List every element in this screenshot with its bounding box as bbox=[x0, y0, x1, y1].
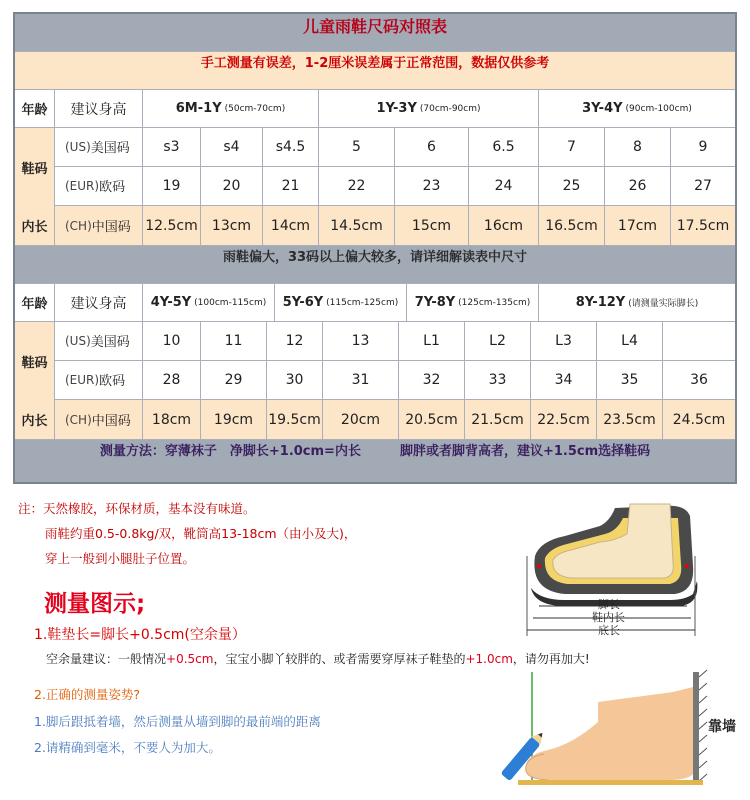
measure-method-text: 测量方法：穿薄袜子 净脚长+1.0cm=内长 脚胖或者脚背高者，建议+1.5cm选择鞋码 bbox=[99, 444, 651, 459]
size-value-cell: 18cm bbox=[143, 400, 201, 439]
size-value-cell: 10 bbox=[143, 322, 201, 360]
us-prefix: (US) bbox=[65, 333, 91, 348]
chart-title-text: 儿童雨鞋尺码对照表 bbox=[302, 17, 447, 36]
age-group bbox=[143, 284, 275, 321]
eur-text: 欧码 bbox=[99, 180, 126, 196]
size-value-cell: 17cm bbox=[605, 206, 671, 245]
age-group bbox=[275, 284, 407, 321]
ch-prefix: (CH) bbox=[65, 412, 92, 427]
size-value-cell: 12.5cm bbox=[143, 206, 201, 245]
height-range: (100cm-115cm) bbox=[194, 297, 267, 308]
note-height: 穿上一般到小腿肚子位置。 bbox=[45, 551, 196, 566]
age-range: 4Y-5Y bbox=[150, 295, 192, 310]
eur-size-row bbox=[55, 361, 735, 400]
height-range: (125cm-135cm) bbox=[458, 297, 531, 308]
shoe-size-block-1 bbox=[15, 128, 735, 206]
size-value-cell: L4 bbox=[597, 322, 663, 360]
size-value-cell: 6 bbox=[395, 128, 469, 166]
advice-part: ，请勿再加大! bbox=[512, 652, 590, 666]
chart-title bbox=[15, 14, 735, 52]
size-value-cell: 7 bbox=[539, 128, 605, 166]
size-value-cell: 27 bbox=[694, 177, 712, 194]
size-value-cell: 32 bbox=[399, 361, 465, 400]
size-value-cell: s4 bbox=[201, 128, 263, 166]
us-size-row bbox=[55, 322, 735, 361]
size-value-cell: 16cm bbox=[469, 206, 539, 245]
measure-step-2: 2.请精确到毫米，不要人为加大。 bbox=[34, 740, 221, 755]
height-range: (115cm-125cm) bbox=[326, 297, 399, 308]
size-value-cell: 17.5cm bbox=[676, 217, 730, 234]
size-value-cell: 19 bbox=[143, 167, 201, 206]
shoe-size-rows bbox=[55, 128, 735, 205]
size-value-cell: 15cm bbox=[395, 206, 469, 245]
age-label: 年龄 bbox=[15, 284, 55, 321]
size-value-cell: 5 bbox=[319, 128, 395, 166]
size-value-cell: L2 bbox=[465, 322, 531, 360]
shoe-label: 鞋码 bbox=[15, 128, 55, 206]
inner-length-label: 鞋内长 bbox=[592, 611, 625, 624]
size-chart-table bbox=[13, 12, 737, 484]
eur-prefix: (EUR) bbox=[65, 178, 100, 193]
size-value-cell bbox=[663, 322, 735, 360]
size-value-cell: L3 bbox=[531, 322, 597, 360]
advice-part: 空余量建议：一般情况 bbox=[46, 652, 167, 666]
size-value-cell: s4.5 bbox=[263, 128, 319, 166]
age-label: 年龄 bbox=[15, 90, 55, 127]
us-label bbox=[55, 128, 143, 166]
inner-length-row-2 bbox=[15, 400, 735, 440]
us-prefix: (US) bbox=[65, 139, 91, 154]
size-value-cell: 6.5 bbox=[469, 128, 539, 166]
advice-highlight: +1.0cm bbox=[465, 652, 513, 666]
ch-values bbox=[143, 400, 735, 439]
size-value-cell: L1 bbox=[399, 322, 465, 360]
age-group bbox=[539, 90, 735, 127]
size-value-cell: 9 bbox=[698, 138, 708, 155]
notice-text-2: 雨鞋偏大，33码以上偏大较多，请详细解读表中尺寸 bbox=[222, 250, 528, 265]
eur-label bbox=[55, 167, 143, 206]
inner-length-row-1 bbox=[15, 206, 735, 246]
age-range: 5Y-6Y bbox=[282, 295, 324, 310]
ch-text: 中国码 bbox=[91, 414, 131, 429]
size-value-cell: 13 bbox=[323, 322, 399, 360]
size-value-cell: 23 bbox=[395, 167, 469, 206]
height-range: (70cm-90cm) bbox=[419, 103, 481, 114]
size-value-cell: 33 bbox=[465, 361, 531, 400]
size-value-cell: 35 bbox=[597, 361, 663, 400]
age-group bbox=[539, 284, 735, 321]
size-value-cell: 13cm bbox=[201, 206, 263, 245]
wall-label: 靠墙 bbox=[708, 719, 736, 735]
ch-values bbox=[143, 206, 735, 245]
eur-prefix: (EUR) bbox=[65, 372, 100, 387]
size-value-cell: 29 bbox=[201, 361, 267, 400]
size-value-cell: 14.5cm bbox=[319, 206, 395, 245]
size-value-cell: 34 bbox=[531, 361, 597, 400]
shoe-size-rows bbox=[55, 322, 735, 399]
eur-size-row bbox=[55, 167, 735, 206]
insole-length-rule: 1.鞋垫长=脚长+0.5cm(空余量） bbox=[34, 627, 246, 643]
height-label: 建议身高 bbox=[55, 90, 143, 127]
size-value-cell: 16.5cm bbox=[539, 206, 605, 245]
size-value-cell: 21 bbox=[263, 167, 319, 206]
measure-method-row bbox=[15, 440, 735, 482]
size-value-cell: 21.5cm bbox=[465, 400, 531, 439]
sole-length-label: 底长 bbox=[598, 624, 620, 637]
age-group bbox=[319, 90, 539, 127]
size-value-cell: 12 bbox=[267, 322, 323, 360]
size-value-cell: 31 bbox=[323, 361, 399, 400]
us-size-row bbox=[55, 128, 735, 167]
eur-values bbox=[143, 361, 735, 400]
size-value-cell: 19cm bbox=[201, 400, 267, 439]
height-range: (50cm-70cm) bbox=[224, 103, 286, 114]
size-value-cell: 20.5cm bbox=[399, 400, 465, 439]
notice-text-1: 手工测量有误差，1-2厘米误差属于正常范围，数据仅供参考 bbox=[200, 56, 550, 71]
size-value-cell: 14cm bbox=[263, 206, 319, 245]
age-row-1 bbox=[15, 90, 735, 128]
size-value-cell: 22 bbox=[319, 167, 395, 206]
us-text: 美国码 bbox=[90, 335, 130, 351]
eur-values bbox=[143, 167, 735, 206]
measure-step-1: 1.脚后跟抵着墙，然后测量从墙到脚的最前端的距离 bbox=[34, 714, 321, 729]
us-values bbox=[143, 128, 735, 166]
size-value-cell: 11 bbox=[201, 322, 267, 360]
size-value-cell: 30 bbox=[267, 361, 323, 400]
age-range: 8Y-12Y bbox=[575, 295, 626, 310]
note-weight: 雨鞋约重0.5-0.8kg/双，靴筒高13-18cm（由小及大)， bbox=[45, 526, 357, 541]
size-value-cell: s3 bbox=[143, 128, 201, 166]
foot-against-wall-diagram bbox=[488, 662, 738, 792]
age-group bbox=[143, 90, 319, 127]
foot-length-label: 脚长 bbox=[598, 598, 620, 611]
size-value-cell: 28 bbox=[143, 361, 201, 400]
height-range: (90cm-100cm) bbox=[625, 103, 692, 114]
size-value-cell: 20cm bbox=[323, 400, 399, 439]
size-value-cell: 36 bbox=[690, 371, 708, 388]
size-value-cell: 24 bbox=[469, 167, 539, 206]
us-text: 美国码 bbox=[90, 141, 130, 157]
shoe-size-block-2 bbox=[15, 322, 735, 400]
note-material: 注：天然橡胶，环保材质，基本没有味道。 bbox=[18, 501, 256, 516]
advice-highlight: +0.5cm bbox=[166, 652, 214, 666]
height-range: (请测量实际脚长) bbox=[628, 299, 699, 309]
ch-label bbox=[55, 400, 143, 439]
advice-part: ，宝宝小脚丫较胖的、或者需要穿厚袜子鞋垫的 bbox=[213, 652, 466, 666]
size-value-cell: 8 bbox=[605, 128, 671, 166]
size-value-cell: 22.5cm bbox=[531, 400, 597, 439]
age-row-2 bbox=[15, 284, 735, 322]
measure-posture-title: 2.正确的测量姿势? bbox=[34, 687, 141, 702]
notice-row-1 bbox=[15, 52, 735, 90]
eur-text: 欧码 bbox=[99, 374, 126, 390]
notice-row-2 bbox=[15, 246, 735, 284]
us-values bbox=[143, 322, 735, 360]
age-range: 1Y-3Y bbox=[376, 101, 417, 116]
inner-label: 内长 bbox=[15, 400, 55, 439]
eur-label bbox=[55, 361, 143, 400]
measure-title: 测量图示; bbox=[44, 591, 146, 617]
us-label bbox=[55, 322, 143, 360]
age-group bbox=[407, 284, 539, 321]
size-value-cell: 20 bbox=[201, 167, 263, 206]
shoe-label: 鞋码 bbox=[15, 322, 55, 400]
height-label: 建议身高 bbox=[55, 284, 143, 321]
ch-prefix: (CH) bbox=[65, 218, 92, 233]
size-value-cell: 25 bbox=[539, 167, 605, 206]
size-value-cell: 19.5cm bbox=[267, 400, 323, 439]
product-notes bbox=[18, 496, 356, 571]
age-range: 6M-1Y bbox=[175, 101, 222, 116]
size-value-cell: 24.5cm bbox=[672, 411, 726, 428]
ch-text: 中国码 bbox=[91, 220, 131, 235]
size-value-cell: 26 bbox=[605, 167, 671, 206]
age-range: 3Y-4Y bbox=[582, 101, 623, 116]
inner-label: 内长 bbox=[15, 206, 55, 245]
ch-label bbox=[55, 206, 143, 245]
size-value-cell: 23.5cm bbox=[597, 400, 663, 439]
age-range: 7Y-8Y bbox=[414, 295, 456, 310]
